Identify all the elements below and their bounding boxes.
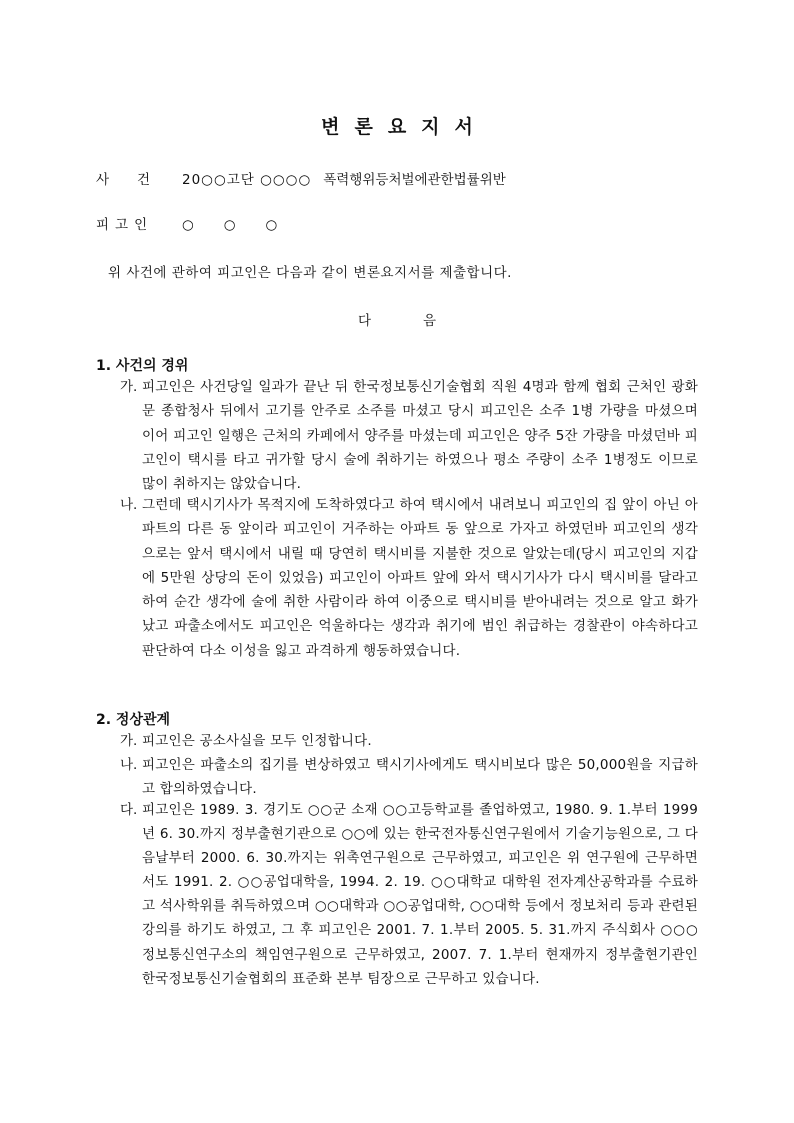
item-text: 피고인은 사건당일 일과가 끝난 뒤 한국정보통신기술협회 직원 4명과 함께 협회 근처인 광화문 종합청사 뒤에서 고기를 안주로 소주를 마셨고 당시 피고인은 소주 1병 가량을 마셨으며 이어 피고인 일행은 근처의 카페에서 양주를 마셨는데 피고인은 양주 5잔 가량을 마셨던바 피고인이 택시를 타고 귀가할 당시 술에 취하기는 하였으나 평소 주량이 소주 1병정도 이므로 많이 취하지는 않았습니다. bbox=[142, 379, 698, 493]
defendant-row bbox=[96, 213, 307, 233]
dagum-heading: 다음 bbox=[357, 313, 489, 329]
item-marker: 나. bbox=[120, 757, 138, 773]
item-text: 피고인은 공소사실을 모두 인정합니다. bbox=[142, 733, 372, 749]
item-text: 피고인은 1989. 3. 경기도 ○○군 소재 ○○고등학교를 졸업하였고, 1980. 9. 1.부터 1999년 6. 30.까지 정부출현기관으로 ○○에 있는 한국전자통신연구원에서 기술기능원으로, 그 다음날부터 2000. 6. 30.까지는 위촉연구원으로 근무하였고, 피고인은 위 연구원에 근무하면서도 1991. 2. ○○공업대학을, 1994. 2. 19. ○○대학교 대학원 전자계산공학과를 수료하고 석사학위를 취득하였으며 ○○대학과 ○○공업대학, ○○대학 등에서 정보처리 등과 관련된 강의를 하기도 하였고, 그 후 피고인은 2001. 7. 1.부터 2005. 5. 31.까지 주식회사 ○○○정보통신연구소의 책임연구원으로 근무하였고, 2007. 7. 1.부터 현재까지 정부출현기관인 한국정보통신기술협회의 표준화 본부 팀장으로 근무하고 있습니다. bbox=[142, 802, 698, 987]
defendant-name: ○○○ bbox=[182, 217, 308, 233]
list-item bbox=[120, 753, 698, 802]
item-text: 그런데 택시기사가 목적지에 도착하였다고 하여 택시에서 내려보니 피고인의 집 앞이 아닌 아파트의 다른 동 앞이라 피고인이 거주하는 아파트 동 앞으로 가자고 하였던바 피고인의 생각으로는 앞서 택시에서 내릴 때 당연히 택시비를 지불한 것으로 알았는데(당시 피고인의 지갑에 5만원 상당의 돈이 있었음) 피고인이 아파트 앞에 와서 택시기사가 다시 택시비를 달라고 하여 순간 생각에 술에 취한 사람이라 하여 이중으로 택시비를 받아내려는 것으로 알고 화가 났고 파출소에서도 피고인은 억울하다는 생각과 취기에 범인 취급하는 경찰관이 야속하다고 판단하여 다소 이성을 잃고 과격하게 행동하였습니다. bbox=[142, 497, 698, 659]
intro-paragraph: 위 사건에 관하여 피고인은 다음과 같이 변론요지서를 제출합니다. bbox=[108, 265, 512, 281]
section-heading-circumstances: 2. 정상관계 bbox=[96, 712, 171, 728]
item-marker: 나. bbox=[120, 497, 138, 513]
document-title: 변론요지서 bbox=[321, 116, 488, 138]
list-item bbox=[120, 493, 698, 663]
item-marker: 가. bbox=[120, 379, 138, 395]
item-text: 피고인은 파출소의 집기를 변상하였고 택시기사에게도 택시비보다 많은 50,000원을 지급하고 합의하였습니다. bbox=[142, 757, 698, 798]
case-number: 20○○고단 ○○○○ bbox=[182, 172, 312, 188]
list-item bbox=[120, 729, 698, 753]
item-marker: 가. bbox=[120, 733, 138, 749]
case-label: 사건 bbox=[96, 172, 179, 188]
section-heading-case-history: 1. 사건의 경위 bbox=[96, 358, 189, 374]
item-marker: 다. bbox=[120, 802, 138, 818]
case-charge: 폭력행위등처벌에관한법률위반 bbox=[323, 172, 506, 188]
case-row bbox=[96, 168, 506, 188]
list-item bbox=[120, 798, 698, 991]
defendant-label: 피고인 bbox=[96, 217, 154, 233]
list-item bbox=[120, 375, 698, 496]
